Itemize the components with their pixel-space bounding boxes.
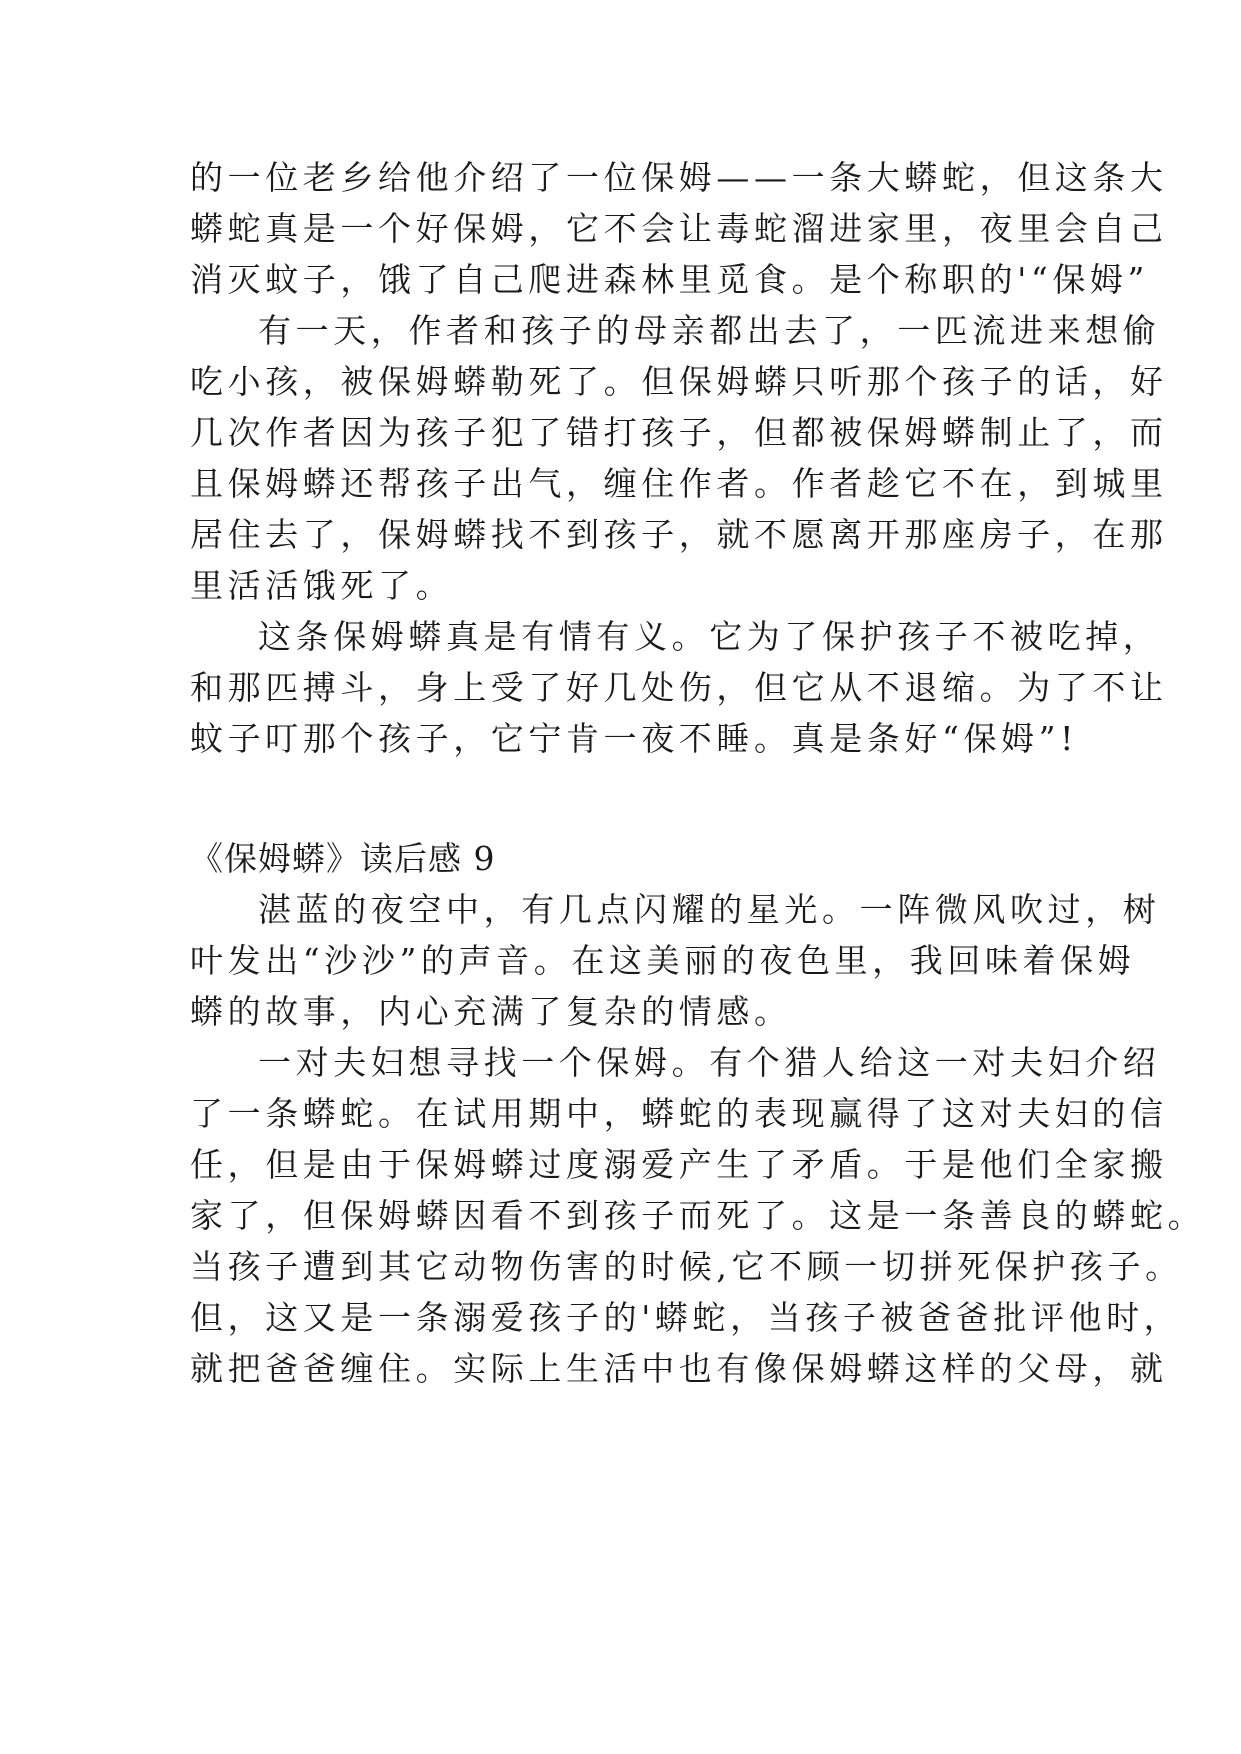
paragraph-continuation	[190, 152, 1168, 305]
text-line: 几次作者因为孩子犯了错打孩子，但都被保姆蟒制止了，而	[190, 413, 1168, 452]
section-gap	[190, 764, 1060, 833]
text-line: 但，这又是一条溺爱孩子的'蟒蛇，当孩子被爸爸批评他时，	[190, 1298, 1182, 1337]
text-line: 吃小孩，被保姆蟒勒死了。但保姆蟒只听那个孩子的话，好	[190, 362, 1168, 401]
text-line: 当孩子遭到其它动物伤害的时候,它不顾一切拼死保护孩子。	[190, 1247, 1183, 1286]
text-line: 一对夫妇想寻找一个保姆。有个猎人给这一对夫妇介绍	[258, 1043, 1161, 1082]
paragraph	[190, 1037, 1206, 1394]
text-line: 消灭蚊子，饿了自己爬进森林里觅食。是个称职的'“保姆”	[190, 260, 1150, 299]
paragraph	[190, 884, 1161, 1037]
text-line: 里活活饿死了。	[190, 566, 454, 605]
paragraph	[190, 611, 1168, 764]
text-line: 任，但是由于保姆蟒过度溺爱产生了矛盾。于是他们全家搬	[190, 1145, 1168, 1184]
text-line: 有一天，作者和孩子的母亲都出去了，一匹流进来想偷	[258, 311, 1161, 350]
text-line: 居住去了，保姆蟒找不到孩子，就不愿离开那座房子，在那	[190, 515, 1168, 554]
text-line: 湛蓝的夜空中，有几点闪耀的星光。一阵微风吹过，树	[258, 890, 1161, 929]
text-line: 蟒蛇真是一个好保姆，它不会让毒蛇溜进家里，夜里会自己	[190, 209, 1168, 248]
text-line: 蚊子叮那个孩子，它宁肯一夜不睡。真是条好“保姆”!	[190, 719, 1079, 758]
paragraph	[190, 305, 1168, 611]
text-line: 蟒的故事，内心充满了复杂的情感。	[190, 992, 792, 1031]
text-line: 和那匹搏斗，身上受了好几处伤，但它从不退缩。为了不让	[190, 668, 1168, 707]
text-line: 就把爸爸缠住。实际上生活中也有像保姆蟒这样的父母，就	[190, 1349, 1168, 1388]
text-line: 了一条蟒蛇。在试用期中，蟒蛇的表现赢得了这对夫妇的信	[190, 1094, 1168, 1133]
text-line: 家了，但保姆蟒因看不到孩子而死了。这是一条善良的蟒蛇。	[190, 1196, 1206, 1235]
document-body	[190, 152, 1206, 1394]
text-line: 的一位老乡给他介绍了一位保姆——一条大蟒蛇，但这条大	[190, 158, 1168, 197]
section-heading: 《保姆蟒》读后感 9	[190, 839, 496, 878]
text-line: 这条保姆蟒真是有情有义。它为了保护孩子不被吃掉，	[258, 617, 1161, 656]
text-line: 且保姆蟒还帮孩子出气，缠住作者。作者趁它不在，到城里	[190, 464, 1168, 503]
text-line: 叶发出“沙沙”的声音。在这美丽的夜色里，我回味着保姆	[190, 941, 1136, 980]
